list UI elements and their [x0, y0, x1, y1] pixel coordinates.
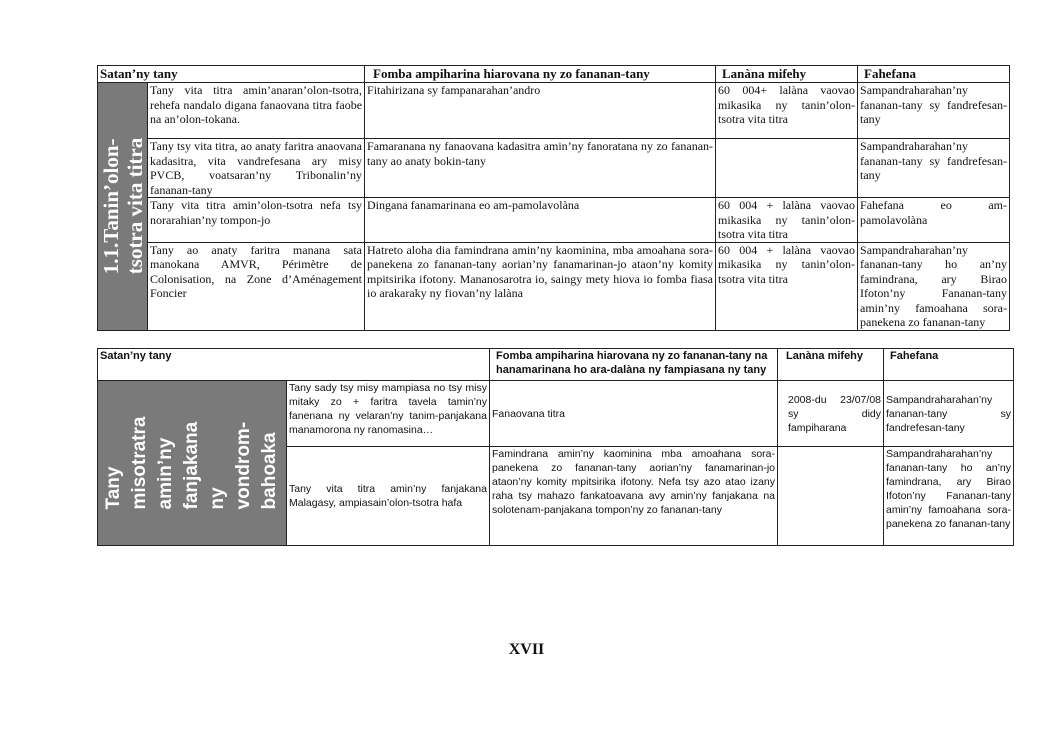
cell-land-type: Tany vita titra amin’olon-tsotra nefa tsy norarahian’ny tompon-jo — [148, 198, 365, 243]
cell-method: Fanaovana titra — [490, 381, 778, 447]
cell-method: Dingana fanamarinana eo am-pamolavolàna — [365, 198, 716, 243]
page-number: XVII — [508, 641, 545, 658]
cell-law — [778, 447, 884, 546]
cell-authority: Sampandraharahan’ny fananan-tany sy fandrefesan-tany — [884, 381, 1014, 447]
header-land-status: Satan’ny tany — [98, 349, 490, 381]
cell-law: 60 004 + lalàna vaovao mikasika ny tanin’olon-tsotra vita titra — [716, 242, 858, 330]
header-authority: Fahefana — [858, 66, 1010, 83]
cell-law: 60 004+ lalàna vaovao mikasika ny tanin’olon-tsotra vita titra — [716, 83, 858, 139]
cell-authority: Sampandraharahan’ny fananan-tany ho an’ny famindrana, ary Birao Ifoton’ny Fananan-tany amin’ny famoahana sora-panekena zo fananan-tany — [884, 447, 1014, 546]
header-authority: Fahefana — [884, 349, 1014, 381]
table-row — [98, 198, 1010, 243]
cell-method: Famaranana ny fanaovana kadasitra amin’ny fanoratana ny zo fananan-tany ao anaty bokin-tany — [365, 139, 716, 198]
land-status-table-titled — [97, 65, 1010, 331]
cell-land-type: Tany ao anaty faritra manana sata manokana AMVR, Périmètre de Colonisation, na Zone d’Aménagement Foncier — [148, 242, 365, 330]
header-land-status: Satan’ny tany — [98, 66, 365, 83]
side-label-line: amin’ny — [155, 437, 176, 510]
header-governing-law: Lanàna mifehy — [778, 349, 884, 381]
table-header-row — [98, 349, 1014, 381]
cell-method: Famindrana amin’ny kaominina mba amoahana sora-panekena zo fananan-tany aorian’ny fanamarinan-jo ataon’ny komity mpitsirika ifotony. Nefa tsy azo atao izany raha tsy mahazo fankatoavana avy amin’ny fanjakana na solotenam-panjakana tompon’ny zo fananan-tany — [490, 447, 778, 546]
cell-land-type: Tany vita titra amin’anaran’olon-tsotra, rehefa nandalo digana fanaovana titra faobe na an’olon-tokana. — [148, 83, 365, 139]
side-category-label — [98, 83, 148, 331]
cell-law: 60 004 + lalàna vaovao mikasika ny tanin’olon-tsotra vita titra — [716, 198, 858, 243]
cell-authority: Sampandraharahan’ny fananan-tany sy fandrefesan-tany — [858, 83, 1010, 139]
table-row — [98, 242, 1010, 330]
side-label-line: tsotra vita titra — [122, 138, 147, 275]
header-protection-method: Fomba ampiharina hiarovana ny zo fananan-tany — [365, 66, 716, 83]
table-row — [98, 139, 1010, 198]
side-label-line: fanjakana — [181, 421, 202, 510]
side-label-line: 1.1.Tanin’olon- — [98, 138, 123, 275]
header-governing-law: Lanàna mifehy — [716, 66, 858, 83]
cell-land-type: Tany vita titra amin’ny fanjakana Malagasy, ampiasain’olon-tsotra hafa — [287, 447, 490, 546]
side-label-line: bahoaka — [259, 432, 280, 510]
cell-law — [716, 139, 858, 198]
side-label-line: misotratra — [129, 416, 150, 510]
land-status-table-state — [97, 348, 1014, 546]
cell-authority: Fahefana eo am-pamolavolàna — [858, 198, 1010, 243]
cell-authority: Sampandraharahan’ny fananan-tany sy fandrefesan-tany — [858, 139, 1010, 198]
side-label-line: ny — [207, 487, 228, 510]
side-label-line: Tany — [103, 466, 124, 510]
cell-method: Fitahirizana sy fampanarahan’andro — [365, 83, 716, 139]
header-protection-method: Fomba ampiharina hiarovana ny zo fananan-tany na hanamarinana ho ara-dalàna ny fampiasana ny tany — [490, 349, 778, 381]
side-label-line: vondrom- — [233, 421, 254, 510]
table-row — [98, 381, 1014, 447]
table-row — [98, 83, 1010, 139]
cell-law: 2008-du 23/07/08 sy didy fampiharana — [778, 381, 884, 447]
cell-authority: Sampandraharahan’ny fananan-tany ho an’ny famindrana, ary Birao Ifoton’ny Fananan-tany amin’ny famoahana sora-panekena zo fananan-tany — [858, 242, 1010, 330]
table-header-row — [98, 66, 1010, 83]
cell-land-type: Tany tsy vita titra, ao anaty faritra anaovana kadasitra, vita vandrefesana ary misy PVCB, voatsaran’ny Tribonalin’ny fananan-tany — [148, 139, 365, 198]
cell-land-type: Tany sady tsy misy mampiasa no tsy misy mitaky zo + faritra tavela tamin’ny fanenana ny velaran’ny tanim-panjakana manamorona ny ranomasina… — [287, 381, 490, 447]
cell-method: Hatreto aloha dia famindrana amin’ny kaominina, mba amoahana sora-panekena zo fananan-tany aorian’ny fanamarinan-jo ataon’ny komity mpitsirika ifotony. Mananosarotra io, saingy mety hiova io fomba fiasa io arakaraky ny fiovan’ny lalàna — [365, 242, 716, 330]
side-category-label — [98, 381, 287, 546]
